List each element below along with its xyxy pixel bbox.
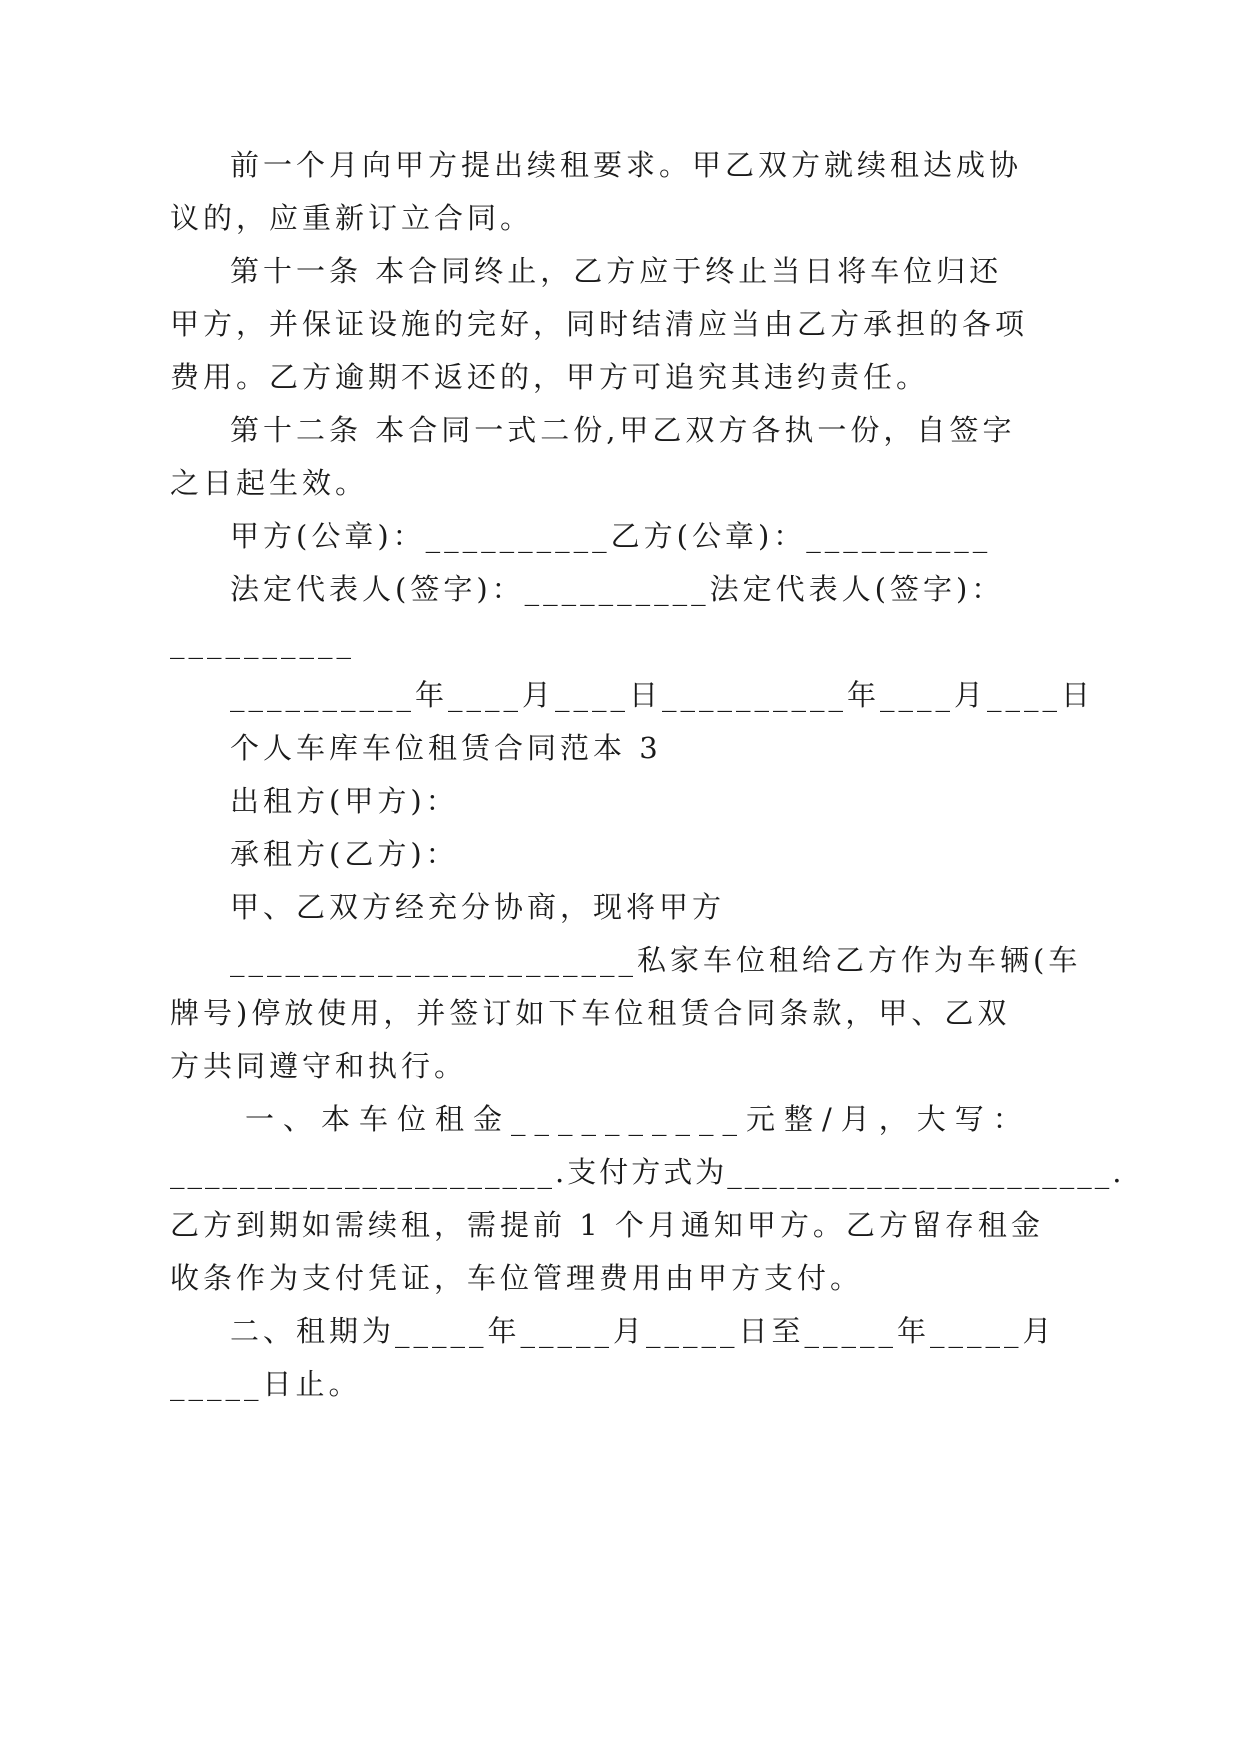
- text-line: 前一个月向甲方提出续租要求。甲乙双方就续租达成协: [230, 148, 1023, 182]
- text-line: 法定代表人(签字)：__________法定代表人(签字)：: [230, 572, 1005, 606]
- text-line: ______________________.支付方式为______________________.: [170, 1155, 1125, 1189]
- paragraph-line: [0, 1253, 1241, 1303]
- text-line: 第十二条 本合同一式二份,甲乙双方各执一份，自签字: [230, 413, 1016, 447]
- paragraph-line: [0, 1041, 1241, 1091]
- lease-term-line: [0, 1306, 1241, 1356]
- date-line: [0, 670, 1241, 720]
- paragraph-line: [0, 935, 1241, 985]
- text-line: __________年____月____日__________年____月____日: [230, 678, 1095, 712]
- text-line: 牌号)停放使用，并签订如下车位租赁合同条款，甲、乙双: [170, 996, 1011, 1030]
- lessor-line: [0, 776, 1241, 826]
- paragraph-line: [0, 352, 1241, 402]
- paragraph-line: [0, 299, 1241, 349]
- text-line: __________: [170, 625, 355, 659]
- text-line: 第十一条 本合同终止，乙方应于终止当日将车位归还: [230, 254, 1003, 288]
- payment-method-line: [0, 1147, 1241, 1197]
- paragraph-line: [0, 882, 1241, 932]
- section-title: [0, 723, 1241, 773]
- text-line: 出租方(甲方)：: [230, 784, 459, 818]
- article-12-line: [0, 405, 1241, 455]
- rent-clause-line: [0, 1094, 1241, 1144]
- text-line: 甲方(公章)：__________乙方(公章)：__________: [230, 519, 992, 553]
- text-line: 议的，应重新订立合同。: [170, 201, 534, 235]
- text-line: 一、本车位租金__________元整/月，大写：: [245, 1102, 1031, 1136]
- paragraph-line: [0, 193, 1241, 243]
- text-line: 收条作为支付凭证，车位管理费用由甲方支付。: [170, 1261, 864, 1295]
- text-line: 费用。乙方逾期不返还的，甲方可追究其违约责任。: [170, 360, 930, 394]
- text-line: ______________________私家车位租给乙方作为车辆(车: [230, 943, 1082, 977]
- signature-line: [0, 564, 1241, 614]
- paragraph-line: [0, 988, 1241, 1038]
- article-11-line: [0, 246, 1241, 296]
- lessee-line: [0, 829, 1241, 879]
- paragraph-line: [0, 1359, 1241, 1409]
- text-line: 承租方(乙方)：: [230, 837, 459, 871]
- signature-blank-line: [0, 617, 1241, 667]
- text-line: 之日起生效。: [170, 466, 369, 500]
- text-line: 二、租期为_____年_____月_____日至_____年_____月: [230, 1314, 1056, 1348]
- seal-line: [0, 511, 1241, 561]
- paragraph-line: [0, 1200, 1241, 1250]
- paragraph-line: [0, 140, 1241, 190]
- text-line: 甲方，并保证设施的完好，同时结清应当由乙方承担的各项: [170, 307, 1029, 341]
- text-line: 乙方到期如需续租，需提前 1 个月通知甲方。乙方留存租金: [170, 1208, 1044, 1242]
- text-line: 甲、乙双方经充分协商，现将甲方: [230, 890, 726, 924]
- text-line: _____日止。: [170, 1367, 362, 1401]
- text-line: 方共同遵守和执行。: [170, 1049, 468, 1083]
- text-line: 个人车库车位租赁合同范本 3: [230, 731, 662, 765]
- paragraph-line: [0, 458, 1241, 508]
